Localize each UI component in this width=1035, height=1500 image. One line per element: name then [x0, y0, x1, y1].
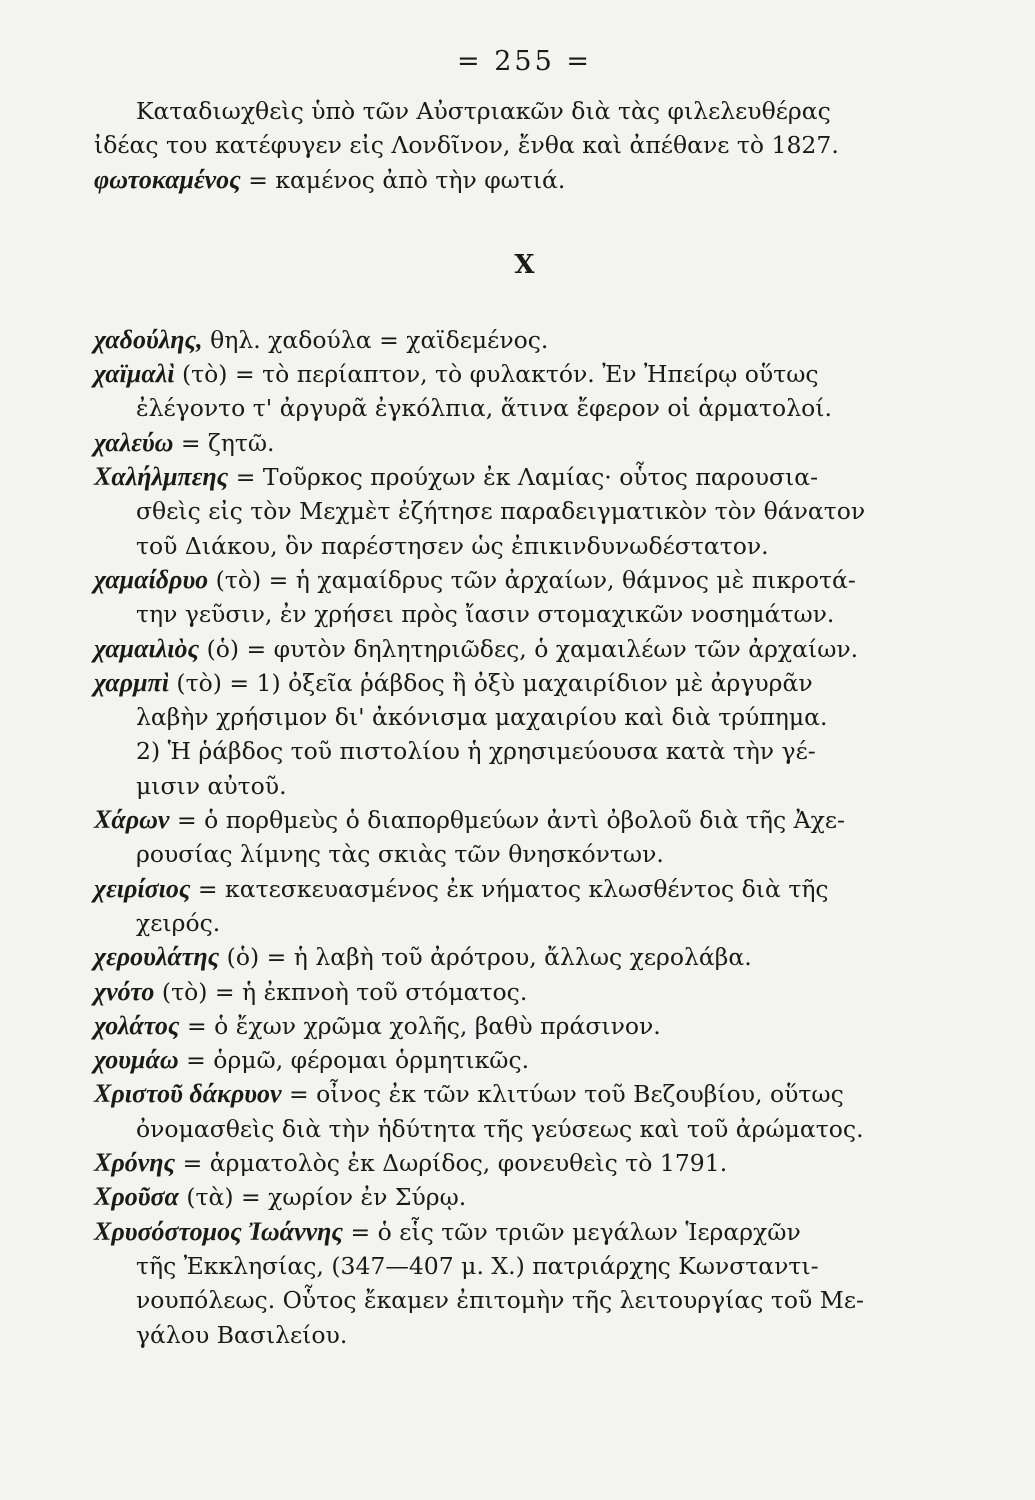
entry-continuation-line: [94, 734, 955, 768]
entry-first-line: [94, 563, 955, 597]
entry-definition: ἐλέγοντο τ' ἀργυρᾶ ἐγκόλπια, ἅτινα ἔφερον οἱ ἁρματολοί.: [136, 394, 832, 423]
entry-definition: (τὸ) = ἡ χαμαίδρυς τῶν ἀρχαίων, θάμνος μὲ πικροτά-: [208, 565, 856, 594]
entry-continuation-line: [94, 700, 955, 734]
entry-definition: θηλ. χαδούλα = χαϊδεμένος.: [202, 325, 549, 354]
entry-definition: = κατεσκευασμένος ἐκ νήματος κλωσθέντος διὰ τῆς: [190, 874, 829, 903]
entry-continuation-line: [94, 1249, 955, 1283]
entry-first-line: [94, 666, 955, 700]
dictionary-entry: [94, 975, 955, 1009]
dictionary-entry: [94, 1180, 955, 1214]
entry-headword: Χρυσόστομος Ἰωάννης: [94, 1216, 344, 1246]
entry-headword: χαμαίδρυο: [94, 564, 209, 594]
entry-definition: γάλου Βασιλείου.: [136, 1320, 348, 1349]
dictionary-entry: [94, 460, 955, 563]
dictionary-entry: [94, 1077, 955, 1146]
page-number: = 255 =: [457, 46, 592, 77]
entry-first-line: [94, 872, 955, 906]
entry-headword: χνότο: [94, 976, 155, 1006]
entry-headword: χουμάω: [94, 1045, 179, 1075]
entry-headword: χαλεύω: [94, 427, 174, 457]
entry-continuation-line: [94, 1283, 955, 1317]
entry-first-line: [94, 323, 955, 357]
entry-definition: (τὸ) = τὸ περίαπτον, τὸ φυλακτόν. Ἐν Ἠπείρῳ οὕτως: [174, 360, 819, 389]
entry-definition: (τὸ) = 1) ὀξεῖα ῥάβδος ἢ ὀξὺ μαχαιρίδιον μὲ ἀργυρᾶν: [168, 668, 813, 697]
dictionary-entry: [94, 803, 955, 872]
entry-first-line: [94, 1146, 955, 1180]
entry-headword: Χαλήλμπεης: [94, 462, 229, 492]
intro-line: Καταδιωχθεὶς ὑπὸ τῶν Αὐστριακῶν διὰ τὰς φιλελευθέρας: [136, 97, 831, 125]
entry-definition: (ὁ) = ἡ λαβὴ τοῦ ἀρότρου, ἄλλως χερολάβα.: [219, 943, 752, 972]
entry-first-line: [94, 975, 955, 1009]
entry-headword: Χροῦσα: [94, 1182, 179, 1212]
dictionary-entry: [94, 940, 955, 974]
entry-first-line: [94, 460, 955, 494]
entry-definition: τῆς Ἐκκλησίας, (347—407 μ. Χ.) πατριάρχης Κωνσταντι-: [136, 1251, 819, 1280]
entry-continuation-line: [94, 1112, 955, 1146]
entry-definition: = ὁ πορθμεὺς ὁ διαπορθμεύων ἀντὶ ὀβολοῦ διὰ τῆς Ἀχε-: [169, 806, 845, 835]
entry-definition: τοῦ Διάκου, ὃν παρέστησεν ὡς ἐπικινδυνωδέστατον.: [136, 531, 769, 560]
entry-headword: χειρίσιος: [94, 873, 191, 903]
entry-continuation-line: [94, 1318, 955, 1352]
entry-definition: (τὸ) = ἡ ἐκπνοὴ τοῦ στόματος.: [154, 977, 528, 1006]
entry-definition: = ὁ ἔχων χρῶμα χολῆς, βαθὺ πράσινον.: [179, 1011, 661, 1040]
dictionary-entry: [94, 1043, 955, 1077]
entry-definition: σθεὶς εἰς τὸν Μεχμὲτ ἐζήτησε παραδειγματικὸν τὸν θάνατον: [136, 497, 866, 526]
dictionary-entry: [94, 357, 955, 426]
entry-continuation-line: [94, 529, 955, 563]
entry-definition: μισιν αὐτοῦ.: [136, 771, 287, 800]
entry-definition: χειρός.: [136, 908, 221, 937]
entry-headword: Χάρων: [94, 805, 170, 835]
entry-headword: χαμαιλιὸς: [94, 633, 200, 663]
entry-first-line: [94, 1009, 955, 1043]
section-letter: Χ: [514, 249, 535, 280]
entry-first-line: [94, 426, 955, 460]
entry-definition: (τὰ) = χωρίον ἐν Σύρῳ.: [178, 1183, 467, 1212]
entry-first-line: [94, 632, 955, 666]
entry-headword: Χρόνης: [94, 1148, 176, 1178]
entry-definition: = ὁ εἷς τῶν τριῶν μεγάλων Ἱεραρχῶν: [343, 1217, 801, 1246]
entry-headword: χολάτος: [94, 1010, 180, 1040]
entry-definition: = ὁρμῶ, φέρομαι ὁρμητικῶς.: [178, 1046, 530, 1075]
entry-continuation-line: [94, 906, 955, 940]
dictionary-entry: [94, 1146, 955, 1180]
entry-definition: λαβὴν χρήσιμον δι' ἀκόνισμα μαχαιρίου καὶ διὰ τρύπημα.: [136, 703, 828, 732]
entry-definition: νουπόλεως. Οὗτος ἔκαμεν ἐπιτομὴν τῆς λειτουργίας τοῦ Με-: [136, 1286, 864, 1315]
dictionary-entry: [94, 872, 955, 941]
entry-first-line: [94, 1043, 955, 1077]
dictionary-entry: [94, 323, 955, 357]
dictionary-entry: [94, 632, 955, 666]
dictionary-entry: [94, 1215, 955, 1352]
entry-first-line: [94, 1077, 955, 1111]
entry-first-line: [94, 1180, 955, 1214]
entry-headword: χερουλάτης: [94, 942, 220, 972]
entry-headword: φωτοκαμένος: [94, 164, 241, 194]
entry-continuation-line: [94, 391, 955, 425]
entry-definition: την γεῦσιν, ἐν χρήσει πρὸς ἴασιν στομαχικῶν νοσημάτων.: [136, 600, 835, 629]
entry-headword: χαϊμαλὶ: [94, 359, 175, 389]
entry-first-line: [94, 357, 955, 391]
entry-definition: = Τοῦρκος προύχων ἐκ Λαμίας· οὗτος παρουσια-: [228, 463, 819, 492]
intro-entry: [94, 163, 955, 197]
intro-block: [94, 94, 955, 197]
entry-definition: = ἁρματολὸς ἐκ Δωρίδος, φονευθεὶς τὸ 1791.: [175, 1149, 728, 1178]
entry-continuation-line: [94, 769, 955, 803]
entry-headword: χαρμπὶ: [94, 667, 169, 697]
entry-first-line: [94, 803, 955, 837]
dictionary-entries: [94, 323, 955, 1352]
entry-definition: (ὁ) = φυτὸν δηλητηριῶδες, ὁ χαμαιλέων τῶν ἀρχαίων.: [199, 634, 859, 663]
entry-continuation-line: [94, 494, 955, 528]
entry-first-line: [94, 940, 955, 974]
entry-definition: = καμένος ἀπὸ τὴν φωτιά.: [240, 165, 566, 194]
dictionary-entry: [94, 1009, 955, 1043]
entry-continuation-line: [94, 597, 955, 631]
dictionary-entry: [94, 563, 955, 632]
dictionary-entry: [94, 426, 955, 460]
entry-first-line: [94, 1215, 955, 1249]
entry-definition: 2) Ἡ ῥάβδος τοῦ πιστολίου ἡ χρησιμεύουσα κατὰ τὴν γέ-: [136, 737, 816, 766]
dictionary-entry: [94, 666, 955, 803]
entry-definition: = οἶνος ἐκ τῶν κλιτύων τοῦ Βεζουβίου, οὕτως: [281, 1080, 844, 1109]
entry-definition: ὀνομασθεὶς διὰ τὴν ἡδύτητα τῆς γεύσεως καὶ τοῦ ἀρώματος.: [136, 1114, 864, 1143]
entry-definition: = ζητῶ.: [173, 428, 275, 457]
entry-headword: χαδούλης,: [94, 324, 203, 354]
intro-line: ἰδέας του κατέφυγεν εἰς Λονδῖνον, ἔνθα καὶ ἀπέθανε τὸ 1827.: [94, 131, 839, 160]
entry-headword: Χριστοῦ δάκρυον: [94, 1079, 282, 1109]
entry-continuation-line: [94, 837, 955, 871]
entry-definition: ρουσίας λίμνης τὰς σκιὰς τῶν θνησκόντων.: [136, 840, 664, 869]
